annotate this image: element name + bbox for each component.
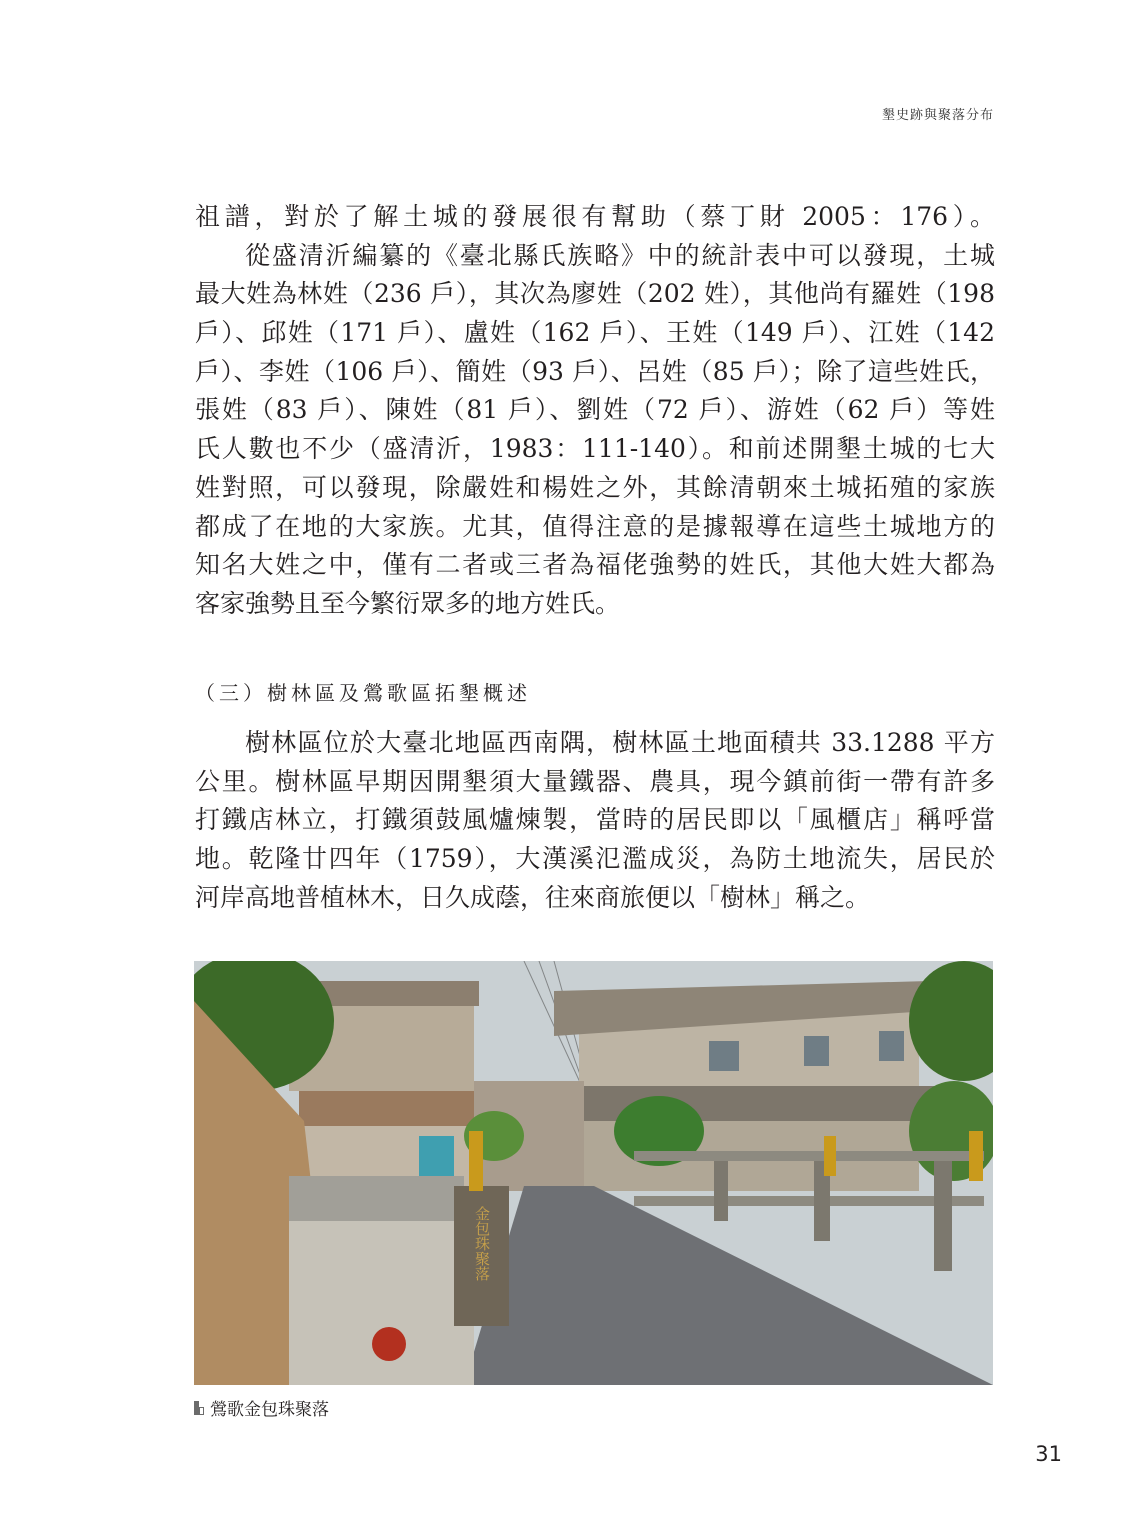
text-line: 客家強勢且至今繁衍眾多的地方姓氏。 [195,588,621,618]
section-heading: （三）樹林區及鶯歌區拓墾概述 [195,681,531,705]
text-line: 戶）、邱姓（171 戶）、盧姓（162 戶）、王姓（149 戶）、江姓（142 [195,318,995,348]
text-line: 都成了在地的大家族。尤其，值得注意的是據報導在這些土城地方的 [195,511,995,541]
text-line: 河岸高地普植林木，日久成蔭，往來商旅便以「樹林」稱之。 [195,882,871,912]
caption-text: 鶯歌金包珠聚落 [210,1400,329,1420]
stone-marker-inscription: 金包珠聚落 [473,1206,491,1281]
text-line: 祖譜，對於了解土城的發展很有幫助（蔡丁財 2005：176）。 [195,202,995,231]
text-line: 樹林區位於大臺北地區西南隅，樹林區土地面積共 33.1288 平方 [245,728,995,757]
village-photo [194,961,993,1385]
text-line: 張姓（83 戶）、陳姓（81 戶）、劉姓（72 戶）、游姓（62 戶）等姓 [195,395,995,425]
caption-marker-icon [194,1401,204,1415]
text-line: 公里。樹林區早期因開墾須大量鐵器、農具，現今鎮前街一帶有許多 [195,766,995,796]
text-line: 姓對照，可以發現，除嚴姓和楊姓之外，其餘清朝來土城拓殖的家族 [195,472,995,502]
text-line: 地。乾隆廿四年（1759），大漢溪氾濫成災，為防土地流失，居民於 [195,844,995,874]
text-line: 打鐵店林立，打鐵須鼓風爐煉製，當時的居民即以「風櫃店」稱呼當 [195,805,995,835]
text-line: 戶）、李姓（106 戶）、簡姓（93 戶）、呂姓（85 戶）；除了這些姓氏， [195,356,995,386]
text-line: 氏人數也不少（盛清沂，1983：111-140）。和前述開墾土城的七大 [195,434,995,464]
text-line: 從盛清沂編纂的《臺北縣氏族略》中的統計表中可以發現，土城 [245,240,995,270]
page-number: 31 [1035,1442,1062,1466]
paragraph-block-surnames [195,198,995,624]
text-line: 知名大姓之中，僅有二者或三者為福佬強勢的姓氏，其他大姓大都為 [195,550,995,580]
figure-caption [194,1395,329,1420]
paragraph-block-shulin [195,724,995,917]
text-line: 最大姓為林姓（236 戶），其次為廖姓（202 姓），其他尚有羅姓（198 [195,279,995,309]
running-header: 墾史跡與聚落分布 [881,108,994,123]
